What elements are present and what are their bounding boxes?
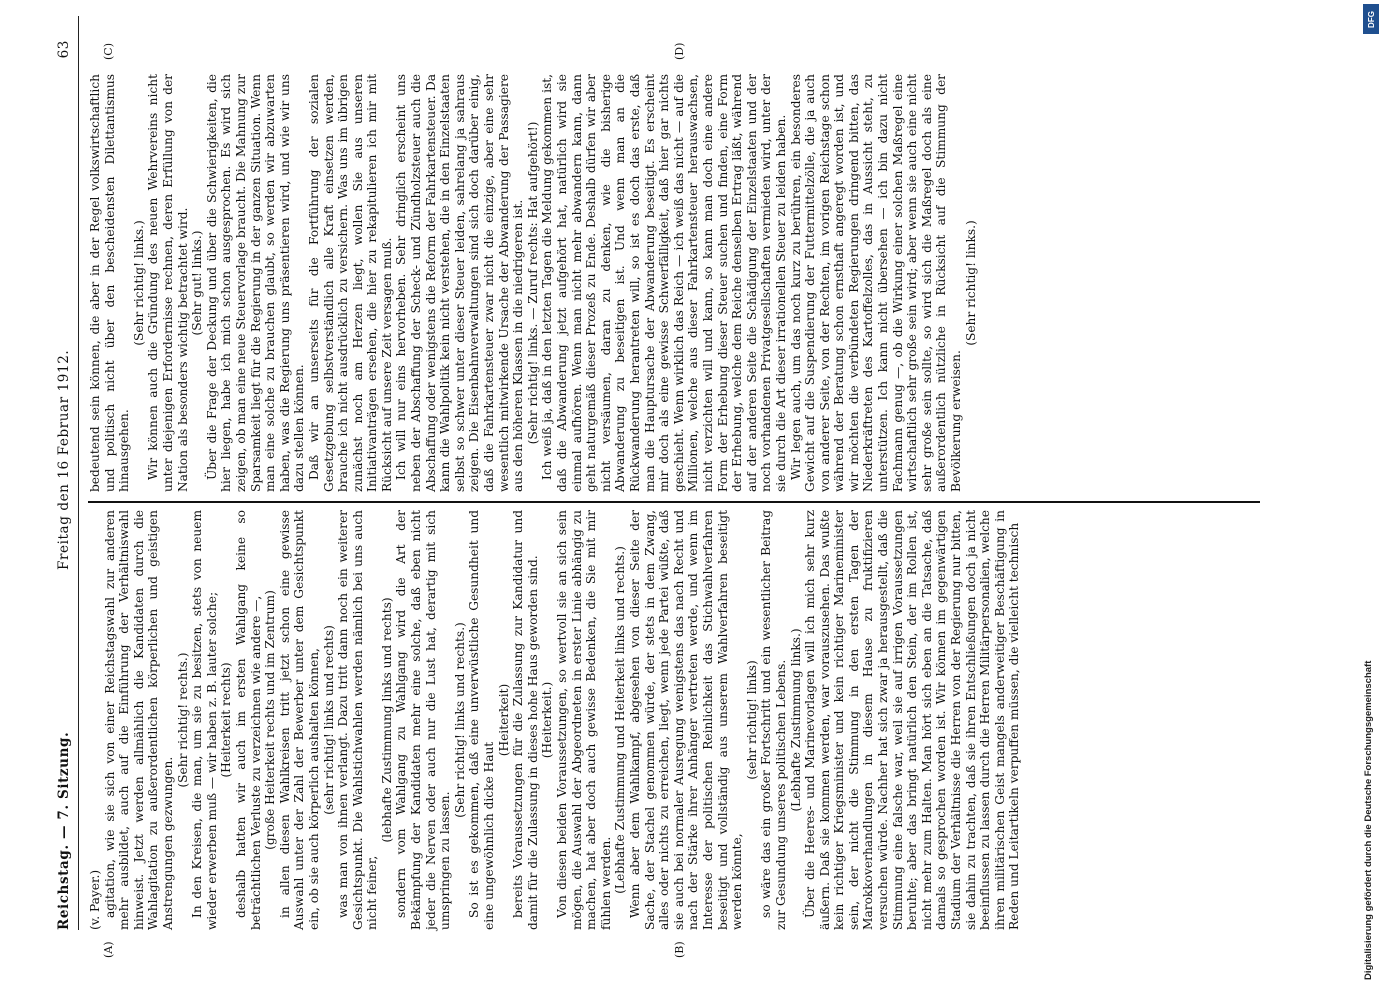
margin-marker-d: (D) [673, 42, 686, 60]
paragraph: deshalb hatten wir auch im ersten Wahlgang keine so beträchtlichen Verluste zu verzeichnen wie andere —, [233, 510, 263, 930]
interjection: (Sehr richtig! links.) [963, 220, 978, 346]
paragraph: Von diesen beiden Voraussetzungen, so wertvoll sie an sich sein mögen, die Auswahl der Abgeordneten in erster Linie abhängig zu machen, hat aber doch auch gewisse Bedenken, die Sie mit mir fühlen werden. [555, 510, 613, 930]
interjection: (Lebhafte Zustimmung und Heiterkeit links und rechts.) [613, 546, 628, 894]
digitization-credit [1363, 20, 1379, 980]
paragraph: agitation, wie sie sich von einer Reichstagswahl zur anderen mehr ausbildet, auch auf die Einführung der Verhältniswahl hinweist. Jetzt werden allmählich die Kandidaten durch die Wahlagitation zu außerordentlichen körperlichen und geistigen Anstrengungen gezwungen. [102, 510, 175, 930]
paragraph: so wäre das ein großer Fortschritt und ein wesentlicher Beitrag zur Gesundung unseres politischen Lebens. [759, 510, 788, 930]
paragraph: Ich weiß ja, daß in den letzten Tagen die Meldung gekommen ist, daß die Abwanderung jetzt aufgehört hat, natürlich wird sie einmal aufhören. Wenn man nicht mehr abwandern kann, dann geht naturgemäß dieser Prozeß zu Ende. Deshalb dürfen wir aber nicht versäumen, daran zu denken, wie die bisherige Abwanderung zu beseitigen ist. Und wenn man an die Rückwanderung herantreten will, so ist es doch das erste, daß man die Hauptursache der Abwanderung beseitigt. Es erscheint mir doch als eine gewisse Schwerfälligkeit, daß hier gar nichts geschieht. Wenn wirklich das Reich — ich weiß das nicht — auf die Millionen, welche aus dieser Fahrkartensteuer herauswachsen, nicht verzichten will und kann, so kann man doch eine andere Form der Erhebung dieser Steuer suchen und finden, eine Form der Erhebung, welche dem Reiche denselben Ertrag läßt, während auf der anderen Seite die Schädigung der Einzelstaaten und der noch vorhandenen Privatgesellschaften vermieden wird, unter der sie durch die Art dieser irrationellen Steuer zu leiden haben. [540, 74, 788, 492]
paragraph: bereits Voraussetzungen für die Zulassung zur Kandidatur und damit für die Zulassung in dieses hohe Haus geworden sind. [511, 510, 540, 930]
paragraph: sondern vom Wahlgang zu Wahlgang wird die Art der Bekämpfung der Kandidaten mehr eine solche, daß eben nicht jeder die Nerven oder auch nur die Lust hat, derartig mit sich umspringen zu lassen. [394, 510, 453, 930]
credit-text: Digitalisierung gefördert durch die Deutsche Forschungsgemeinschaft [1363, 660, 1374, 980]
paragraph: Wir legen auch, um das noch kurz zu berühren, ein besonderes Gewicht auf die Suspendierung der Futtermittelzölle, die ja auch von anderer Seite, von der Rechten, im vorigen Reichstage schon während der Beratung schon ernsthaft angeregt worden ist, und wir möchten die verbündeten Regierungen dringend bitten, das Niederkräftreten des Kartoffelzolles, das in Aussicht steht, zu unterstützen. Ich kann nicht übersehen — ich bin dazu nicht Fachmann genug —, ob die Wirkung einer solchen Maßregel eine wirtschaftlich sehr große sein wird; aber wenn sie auch eine nicht sehr große sein sollte, so wird sich die Maßregel doch als eine außerordentlich nützliche in Rücksicht auf die Stimmung der Bevölkerung erweisen. [788, 74, 964, 492]
paragraph: bedeutend sein können, die aber in der Regel volkswirtschaftlich und politisch nicht über den bescheidensten Dilettantismus hinausgehen. [88, 74, 132, 492]
interjection: (Sehr richtig! links. — Zuruf rechts: Hat aufgehört!) [525, 121, 540, 445]
paragraph: Daß wir an unserseits für die Fortführung der sozialen Gesetzgebung selbstverständlich alle Kraft einsetzen werden, brauche ich nicht ausdrücklich zu versichern. Was uns im übrigen zunächst noch am Herzen liegt, wollen Sie aus unseren Initiativanträgen ersehen, die hier zu rekapitulieren ich mir mit Rücksicht auf unsere Zeit versagen muß. [306, 74, 394, 492]
interjection: (Sehr gut! links.) [190, 230, 205, 336]
header-date: Freitag den 16 Februar 1912. [56, 349, 72, 570]
margin-marker-c: (C) [102, 43, 115, 60]
page-header [56, 16, 79, 930]
page-number: 63 [56, 40, 72, 59]
paragraph: Wir können auch die Gründung des neuen Wehrvereins nicht unter diejenigen Erfordernisse rechnen, deren Erfüllung von der Nation als besonders wichtig betrachtet wird. [146, 74, 190, 492]
header-session: Reichstag. — 7. Sitzung. [56, 731, 72, 930]
paragraph: was man von ihnen verlangt. Dazu tritt dann noch ein weiterer Gesichtspunkt. Die Wahlstichwahlen werden nämlich bei uns auch nicht feiner, [336, 510, 380, 930]
paragraph: Über die Heeres- und Marinevorlagen will ich mich sehr kurz äußern. Daß sie kommen werden, war vorauszusehen. Das wußte kein richtiger Kriegsminister und kein richtiger Marineminister sein, der nicht die Stimmung in den ersten Tagen der Marokkoverhandlungen in diesem Hause zu fruktifizieren versuchen würde. Nachher hat sich zwar ja herausgestellt, daß die Stimmung eine falsche war, weil sie auf irrigen Voraussetzungen beruhte; aber das bringt natürlich den Stein, der im Rollen ist, nicht mehr zum Halten. Man hört sich eben an die Tatsache, daß damals so gesprochen worden ist. Wir können im gegenwärtigen Stadium der Verhältnisse die Herren von der Regierung nur bitten, sie dahin zu trachten, daß sie ihren Entschließungen doch ja nicht beeinflussen zu lassen durch die Herren Militärpersonalien, welche ihren militärischen Geist mangels anderweitiger Beschäftigung in Reden und Leitartikeln verpuffen müssen, die vielleicht technisch [803, 510, 1022, 930]
interjection: (sehr richtig! links) [744, 660, 759, 780]
paragraph: Ich will nur eins hervorheben. Sehr dringlich erscheint uns neben der Abschaffung der Scheck- und Zündholzsteuer auch die Abschaffung oder wenigstens die Reform der Fahrkartensteuer. Da kann die Wahlpolitik kein nicht verstehen, die in den Einzelstaaten selbst so schwer unter dieser Steuer leiden, sahrelang ja sahraus zeigen. Die Eisenbahnverwaltungen sind sich doch darüber einig, daß die Fahrkartensteuer zwar nicht die einzige, aber eine sehr wesentlich mitwirkende Ursache der Abwanderung der Passagiere aus den höheren Klassen in die niedrigeren ist. [394, 74, 526, 492]
interjection: (Heiterkeit) [496, 683, 511, 757]
text-columns [88, 8, 1300, 958]
left-column [88, 510, 1300, 930]
dfg-logo-text: DFG [1366, 10, 1376, 28]
paragraph: Über die Frage der Deckung und über die Schwierigkeiten, die hier liegen, habe ich mich schon ausgesprochen. Es wird sich zeigen, ob man eine neue Steuervorlage braucht. Die Mahnung zur Sparsamkeit liegt für die Regierung in der ganzen Situation. Wenn man eine solche zu brauchen glaubt, so werden wir abzuwarten haben, was die Regierung uns präsentieren wird, und wie wir uns dazu stellen können. [204, 74, 307, 492]
speaker-tag: (v. Payer.) [88, 869, 102, 930]
interjection: (Sehr richtig! links.) [131, 220, 146, 346]
interjection: (Sehr richtig! links und rechts.) [452, 622, 467, 818]
paragraph: Wenn aber dem Wahlkampf, abgesehen von dieser Seite der Sache, der Stachel genommen würde, der stets in dem Zwang, alles oder nichts zu erreichen, liegt, wenn jede Partei wüßte, daß sie auch bei normaler Ausregung wenigstens das nach Recht und nach der Stärke ihrer Anhänger vertreten werde, und wenn im Interesse der politischen Reinlichkeit das Stichwahlverfahren beseitigt und vollständig aus unserem Wahlverfahren beseitigt werden könnte, [627, 510, 745, 930]
interjection: (lebhafte Zustimmung links und rechts) [379, 597, 394, 843]
margin-marker-a: (A) [102, 941, 115, 958]
paragraph: So ist es gekommen, daß eine unverwüstliche Gesundheit und eine ungewöhnlich dicke Haut [467, 510, 497, 930]
paragraph: in allen diesen Wahlkreisen tritt jetzt schon eine gewisse Auswahl unter der Zahl der Bewerber unter dem Gesichtspunkt ein, ob sie auch körperlich aushalten können, [277, 510, 321, 930]
interjection: (Heiterkeit rechts) [219, 662, 234, 778]
right-column [88, 74, 1300, 492]
column-divider [88, 501, 1260, 503]
interjection: (Heiterkeit.) [540, 681, 555, 759]
interjection: (sehr richtig! links und rechts) [321, 625, 336, 815]
interjection: (Sehr richtig! rechts.) [175, 652, 190, 788]
interjection: (Lebhafte Zustimmung links.) [788, 628, 803, 812]
interjection: (große Heiterkeit rechts und im Zentrum) [263, 590, 278, 850]
margin-marker-b: (B) [673, 941, 686, 958]
paragraph: In den Kreisen, die man, um sie zu besitzen, stets von neuem wieder erwerben muß — wir haben z. B. lauter solche; [190, 510, 219, 930]
